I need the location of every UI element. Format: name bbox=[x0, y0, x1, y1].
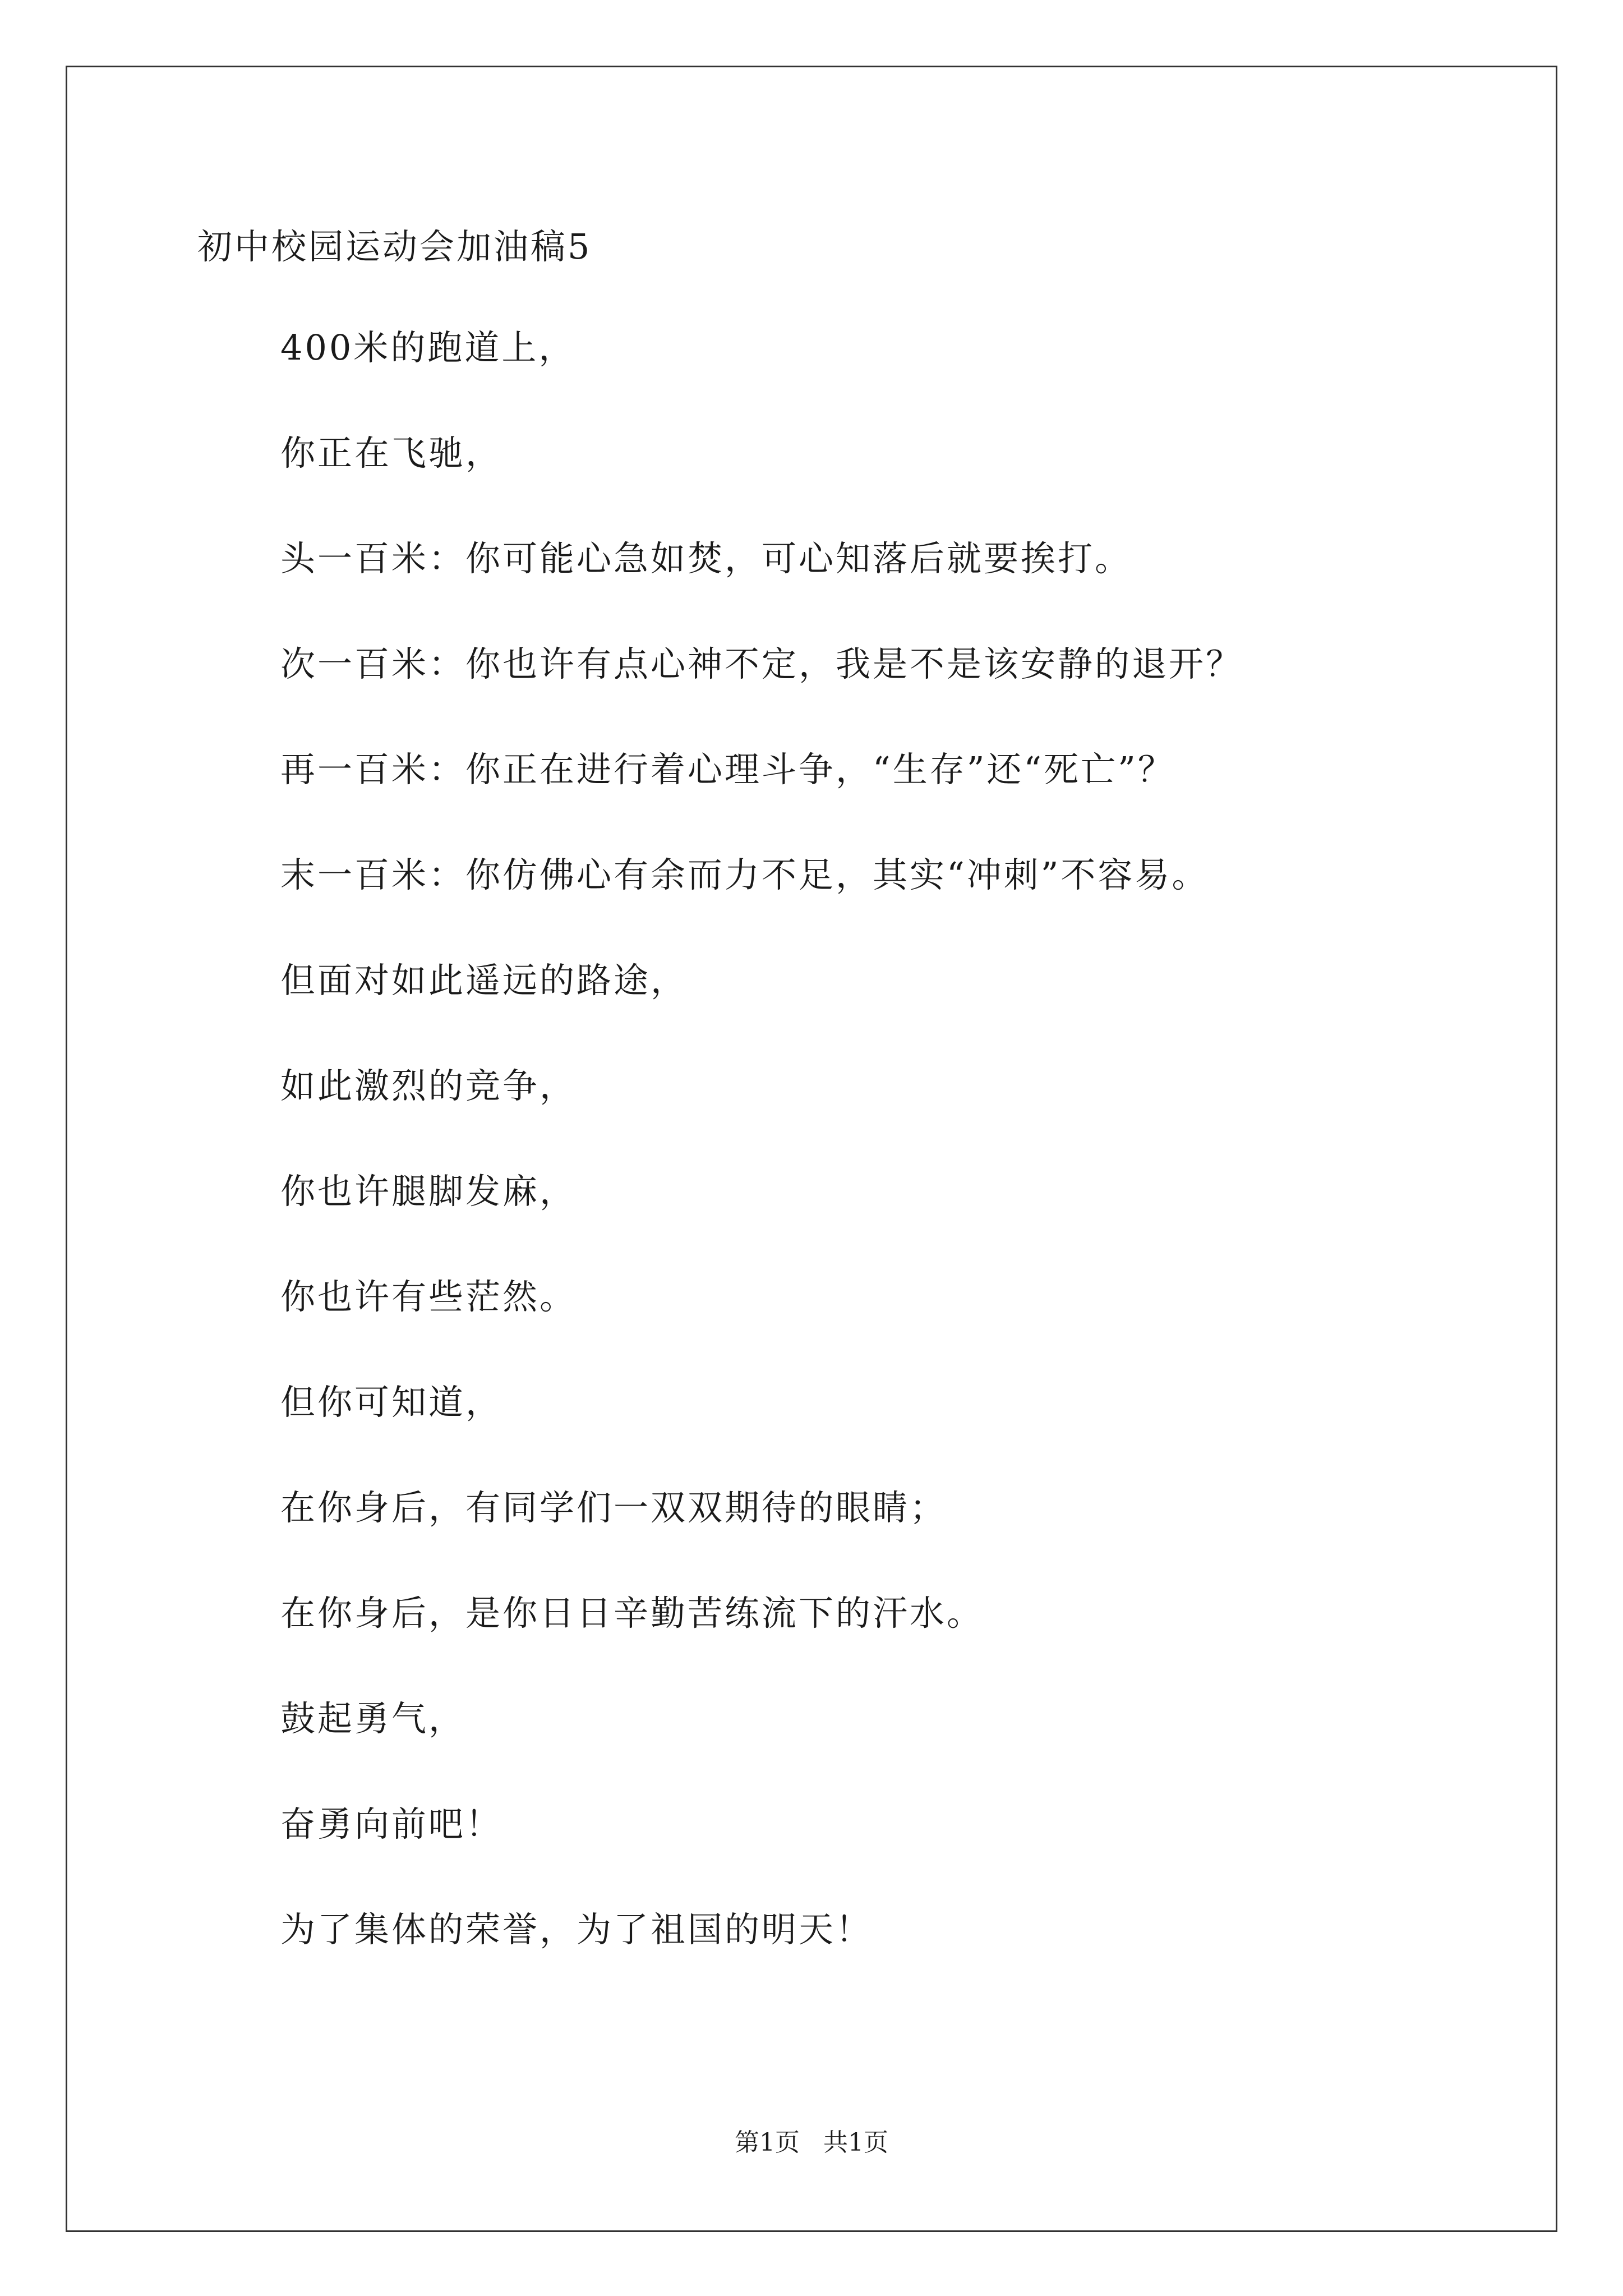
body-line: 为了集体的荣誉，为了祖国的明天！ bbox=[280, 1909, 873, 1950]
body-line: 400米的跑道上， bbox=[280, 327, 576, 368]
body-line: 你也许腿脚发麻， bbox=[280, 1171, 577, 1212]
body-line: 再一百米：你正在进行着心理斗争，“生存”还“死亡”？ bbox=[280, 749, 1175, 790]
document-body bbox=[280, 323, 1458, 2010]
body-line: 鼓起勇气， bbox=[280, 1698, 466, 1739]
body-line: 末一百米：你仿佛心有余而力不足，其实“冲刺”不容易。 bbox=[280, 854, 1209, 895]
body-line: 次一百米：你也许有点心神不定，我是不是该安静的退开？ bbox=[280, 643, 1243, 684]
body-line: 奋勇向前吧！ bbox=[280, 1803, 503, 1844]
body-line: 但面对如此遥远的路途， bbox=[280, 960, 688, 1001]
body-line: 你也许有些茫然。 bbox=[280, 1276, 577, 1317]
body-line: 在你身后，是你日日辛勤苦练流下的汗水。 bbox=[280, 1593, 984, 1634]
page-footer: 第1页 共1页 bbox=[735, 2128, 888, 2157]
body-line: 如此激烈的竞争， bbox=[280, 1065, 577, 1106]
body-line: 在你身后，有同学们一双双期待的眼睛； bbox=[280, 1487, 947, 1528]
body-line: 但你可知道， bbox=[280, 1382, 503, 1423]
body-line: 你正在飞驰， bbox=[280, 432, 503, 473]
document-title: 初中校园运动会加油稿5 bbox=[197, 226, 592, 267]
body-line: 头一百米：你可能心急如焚，可心知落后就要挨打。 bbox=[280, 538, 1132, 579]
